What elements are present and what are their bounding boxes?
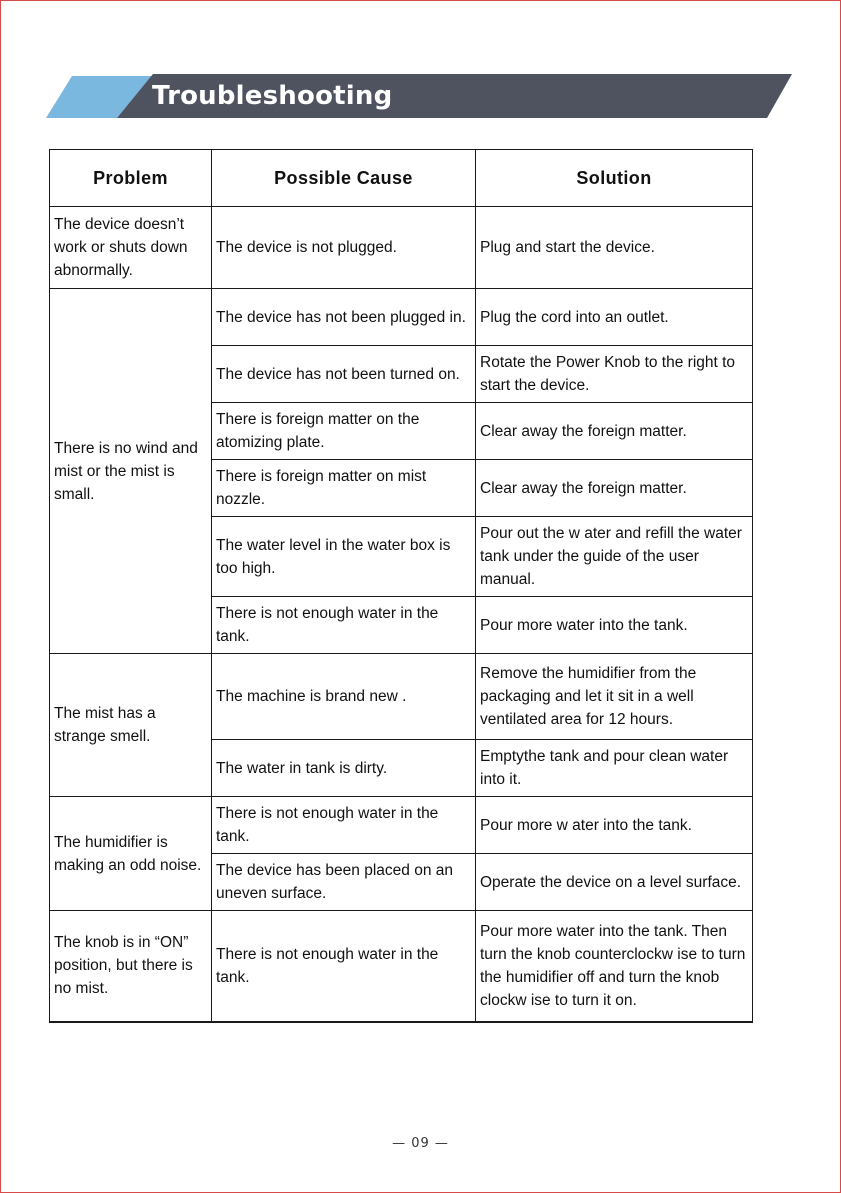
column-header-possible-cause: Possible Cause [212,150,476,207]
cause-cell: The device has not been turned on. [212,346,476,403]
banner-shape [0,0,841,130]
cause-cell: There is not enough water in the tank. [212,597,476,654]
solution-cell: Remove the humidifier from the packaging and let it sit in a well ventilated area for 12 hours. [476,654,753,740]
solution-cell: Pour more water into the tank. [476,597,753,654]
solution-cell: Rotate the Power Knob to the right to start the device. [476,346,753,403]
troubleshooting-table [49,149,753,1023]
table-row [50,911,753,1022]
header-banner [0,0,841,130]
cause-cell: There is not enough water in the tank. [212,911,476,1022]
cause-cell: The device is not plugged. [212,207,476,289]
solution-cell: Emptythe tank and pour clean water into it. [476,740,753,797]
problem-cell: There is no wind and mist or the mist is small. [50,289,212,654]
cause-cell: The device has been placed on an uneven surface. [212,854,476,911]
table-row [50,289,753,346]
column-header-problem: Problem [50,150,212,207]
cause-cell: There is foreign matter on the atomizing plate. [212,403,476,460]
problem-cell: The humidifier is making an odd noise. [50,797,212,911]
solution-cell: Clear away the foreign matter. [476,403,753,460]
table-header-row [50,150,753,207]
solution-cell: Operate the device on a level surface. [476,854,753,911]
table-row [50,207,753,289]
table-row [50,797,753,854]
problem-cell: The knob is in “ON” position, but there is no mist. [50,911,212,1022]
cause-cell: There is not enough water in the tank. [212,797,476,854]
cause-cell: The machine is brand new . [212,654,476,740]
cause-cell: The device has not been plugged in. [212,289,476,346]
solution-cell: Pour out the w ater and refill the water tank under the guide of the user manual. [476,517,753,597]
problem-cell: The mist has a strange smell. [50,654,212,797]
column-header-solution: Solution [476,150,753,207]
solution-cell: Pour more w ater into the tank. [476,797,753,854]
cause-cell: The water level in the water box is too high. [212,517,476,597]
cause-cell: The water in tank is dirty. [212,740,476,797]
solution-cell: Plug the cord into an outlet. [476,289,753,346]
solution-cell: Plug and start the device. [476,207,753,289]
page-title: Troubleshooting [152,81,393,111]
solution-cell: Clear away the foreign matter. [476,460,753,517]
page-number: — 09 — [392,1136,449,1151]
problem-cell: The device doesn’t work or shuts down abnormally. [50,207,212,289]
solution-cell: Pour more water into the tank. Then turn the knob counterclockw ise to turn the humidifier off and turn the knob clockw ise to turn it on. [476,911,753,1022]
table-row [50,654,753,740]
cause-cell: There is foreign matter on mist nozzle. [212,460,476,517]
